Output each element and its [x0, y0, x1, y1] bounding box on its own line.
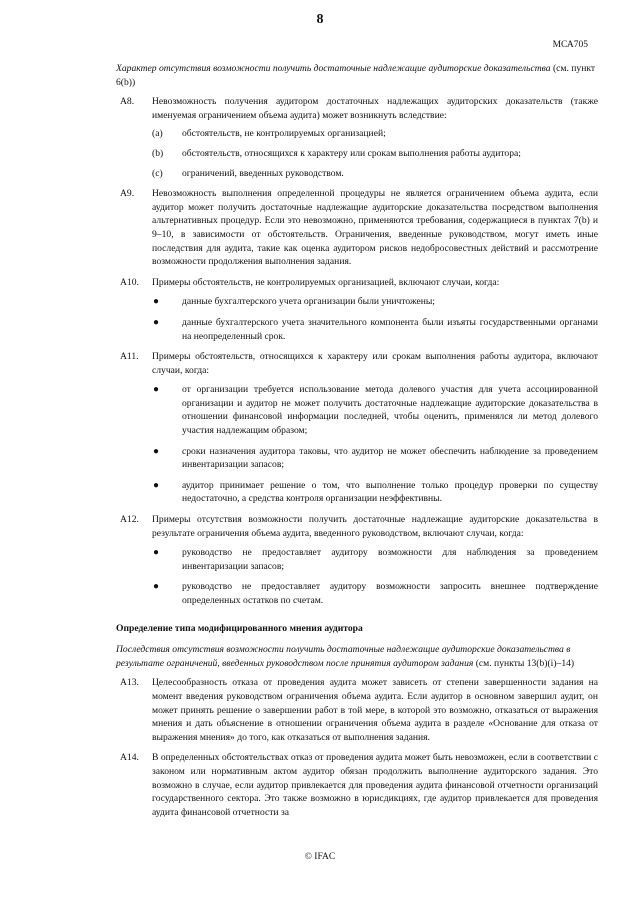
bullet-icon: ●: [153, 296, 160, 308]
paragraph-number: А9.: [120, 188, 135, 200]
paragraph-number: А14.: [120, 752, 139, 764]
paragraph-number: А11.: [120, 351, 139, 363]
paragraph-text: Невозможность выполнения определенной процедуры не является ограничением объема аудита, если аудитор может получить достаточные надлежащие аудиторские доказательства посредством выполнения альтернативных процедур. Если это невозможно, применяются требования, содержащиеся в пунктах 7(b) и 9–10, в зависимости от обстоятельств. Ограничения, введенные руководством, могут иметь иные последствия для аудита, такие как оценка аудитором рисков недобросовестных действий и рассмотрение возможности продолжения выполнения задания.: [152, 188, 598, 268]
list-item-text: обстоятельств, не контролируемых организацией;: [182, 128, 386, 140]
paragraph-text: Примеры отсутствия возможности получить достаточные надлежащие аудиторские доказательства в результате ограничения объема аудита, введенного руководством, включают случаи, когда:: [152, 514, 598, 539]
bullet-item: [152, 445, 598, 472]
bullet-text: сроки назначения аудитора таковы, что аудитор не может обеспечить наблюдение за проведением инвентаризации запасов;: [182, 445, 598, 471]
bullet-item: [152, 479, 598, 506]
bullet-item: [152, 580, 598, 607]
heading-italic-text: Характер отсутствия возможности получить достаточные надлежащие аудиторские доказательства: [116, 63, 551, 74]
bullet-text: данные бухгалтерского учета организации были уничтожены;: [182, 296, 435, 308]
paragraph-number: А10.: [120, 276, 139, 288]
a8-list: [116, 127, 598, 180]
paragraph-text: Целесообразность отказа от проведения аудита может зависеть от степени завершенности задания на момент введения руководством ограничения объема аудита. Если аудитор в основном завершил аудит, он может принять решение о завершении работ в той мере, в которой это возможно, отказаться от выражения мнения и дать объяснение в отношении ограничения объема аудита в разделе «Основание для отказа от выражения мнения» до того, как отказаться от выполнения задания.: [152, 677, 598, 743]
list-marker: (c): [152, 167, 163, 179]
paragraph-a10: [116, 276, 598, 343]
paragraph-number: А8.: [120, 96, 135, 108]
bullet-text: данные бухгалтерского учета значительного компонента были изъяты государственными органами на неопределенный срок.: [182, 316, 598, 342]
copyright-footer: © IFAC: [304, 852, 336, 862]
bullet-icon: ●: [153, 384, 160, 396]
bullet-item: [152, 383, 598, 437]
paragraph-text: Невозможность получения аудитором достаточных надлежащих аудиторских доказательств (также именуемая ограничением объема аудита) может возникнуть вследствие:: [152, 96, 598, 121]
bullet-text: руководство не предоставляет аудитору возможности для наблюдения за проведением инвентаризации запасов;: [182, 547, 598, 572]
list-marker: (b): [152, 147, 164, 159]
paragraph-a12: [116, 513, 598, 608]
section-heading: Определение типа модифицированного мнения аудитора: [116, 622, 363, 634]
bullet-item: [152, 546, 598, 573]
list-marker: (a): [152, 128, 163, 140]
bullet-icon: ●: [153, 581, 160, 593]
paragraph-text: Примеры обстоятельств, относящихся к характеру или срокам выполнения работы аудитора, включают случаи, когда:: [152, 351, 598, 376]
page-body: [116, 62, 598, 826]
list-item: [152, 167, 598, 181]
paragraph-a14: [116, 751, 598, 819]
page-number: 8: [316, 12, 324, 27]
subsection-heading-management-limitation: [116, 643, 598, 670]
paragraph-a9: [116, 187, 598, 269]
paragraph-a13: [116, 676, 598, 744]
heading-reference: (см. пункты 13(b)(i)–14): [475, 657, 575, 669]
paragraph-a11: [116, 350, 598, 506]
bullet-text: аудитор принимает решение о том, что выполнение только процедур проверки по существу недостаточно, а средства контроля организации неэффективны.: [182, 479, 598, 505]
list-item-text: обстоятельств, относящихся к характеру или срокам выполнения работы аудитора;: [182, 147, 521, 159]
bullet-text: руководство не предоставляет аудитору возможности запросить внешнее подтверждение определенных остатков по счетам.: [182, 581, 598, 606]
bullet-icon: ●: [153, 445, 160, 457]
bullet-item: [152, 316, 598, 343]
bullet-icon: ●: [153, 547, 160, 559]
paragraph-number: А13.: [120, 677, 139, 689]
bullet-text: от организации требуется использование метода долевого участия для учета ассоциированной организации и аудитор не может получить достаточные надлежащие аудиторские доказательства в отношении финансовой информации последней, чтобы оценить, применялся ли метод долевого участия надлежащим образом;: [182, 384, 598, 437]
heading-italic-text: Последствия отсутствия возможности получить достаточные надлежащие аудиторские доказательства в результате ограничений, введенных руководством после принятия аудитором задания: [116, 644, 571, 669]
subsection-heading-scope-limitation: [116, 62, 598, 89]
paragraph-number: А12.: [120, 514, 139, 526]
bullet-item: [152, 295, 598, 309]
list-item-text: ограничений, введенных руководством.: [182, 167, 344, 179]
paragraph-text: Примеры обстоятельств, не контролируемых организацией, включают случаи, когда:: [152, 276, 500, 288]
document-code: МСА705: [552, 40, 588, 50]
paragraph-text: В определенных обстоятельствах отказ от проведения аудита может быть невозможен, если в соответствии с законом или нормативным актом аудитор обязан продолжить выполнение аудиторского задания. Это возможно в случае, если аудитор привлекается для проведения аудита финансовой отчетности организаций государственного сектора. Это также возможно в юрисдикциях, где аудитор привлекается для проведения аудита финансовой отчетности за: [152, 752, 598, 818]
list-item: [152, 127, 598, 141]
paragraph-a8: [116, 95, 598, 122]
list-item: [152, 147, 598, 161]
heading-reference: (см. пункт 6(b)): [116, 63, 596, 88]
bullet-icon: ●: [153, 316, 160, 328]
bullet-icon: ●: [153, 479, 160, 491]
